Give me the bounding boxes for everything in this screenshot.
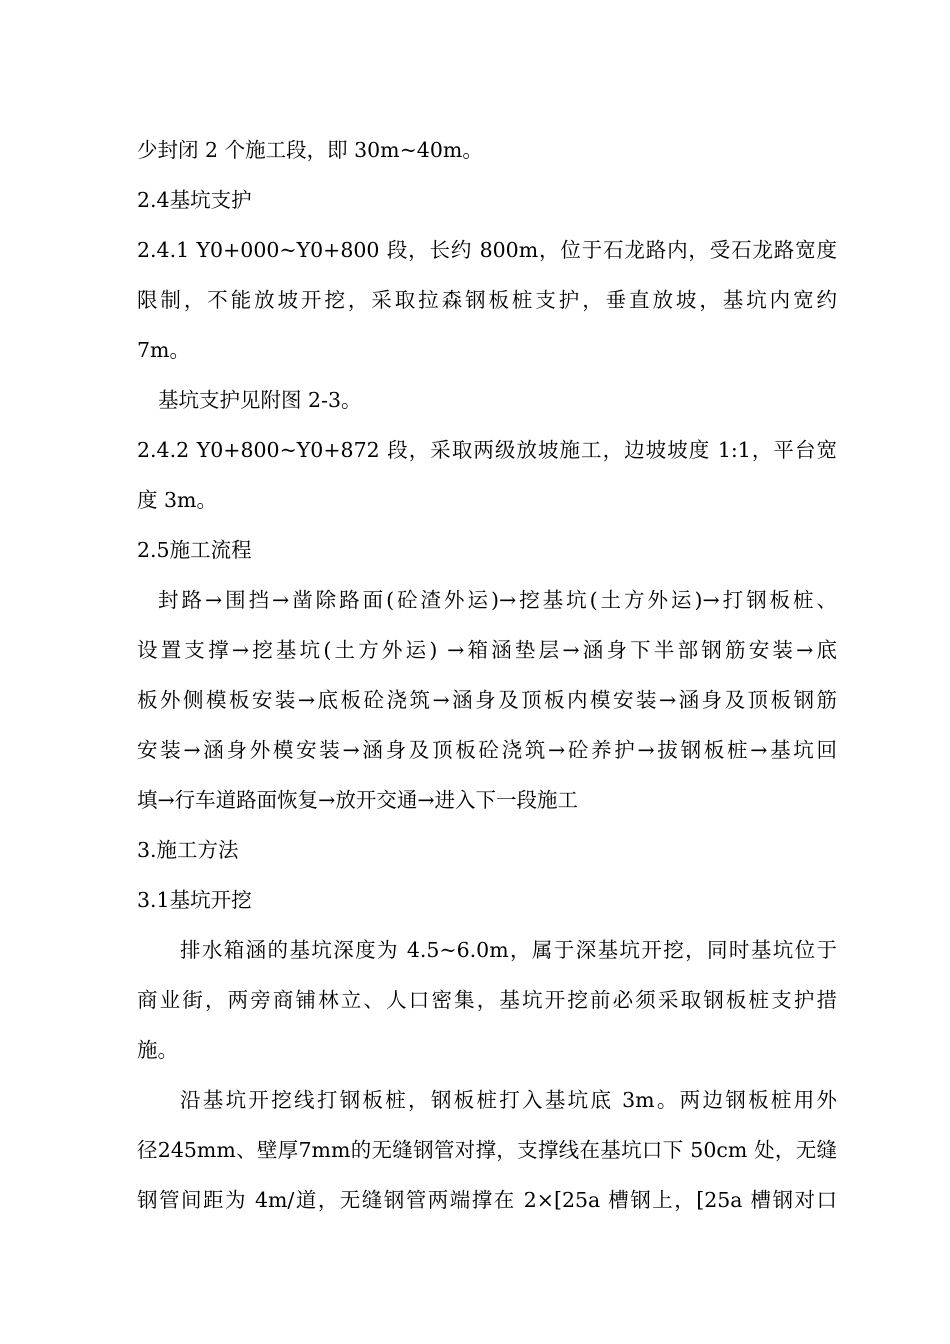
text-line-1: 少封闭 2 个施工段，即 30m~40m。 xyxy=(137,138,483,162)
text-line-10: 封路→围挡→凿除路面(砼渣外运)→挖基坑(土方外运)→打钢板桩、 xyxy=(158,588,837,612)
section-heading-2-5: 2.5施工流程 xyxy=(137,538,252,562)
text-line-8: 度 3m。 xyxy=(137,488,217,512)
text-line-20: 沿基坑开挖线打钢板桩，钢板桩打入基坑底 3m。两边钢板桩用外 xyxy=(180,1088,837,1112)
text-line-14: 填→行车道路面恢复→放开交通→进入下一段施工 xyxy=(137,788,579,812)
text-line-3: 2.4.1 Y0+000~Y0+800 段，长约 800m，位于石龙路内，受石龙路宽度 xyxy=(137,238,837,262)
text-line-22: 钢管间距为 4m/道，无缝钢管两端撑在 2×[25a 槽钢上，[25a 槽钢对口 xyxy=(137,1188,837,1212)
text-line-4: 限制，不能放坡开挖，采取拉森钢板桩支护，垂直放坡，基坑内宽约 xyxy=(137,288,837,312)
text-line-12: 板外侧模板安装→底板砼浇筑→涵身及顶板内模安装→涵身及顶板钢筋 xyxy=(137,688,837,712)
text-line-13: 安装→涵身外模安装→涵身及顶板砼浇筑→砼养护→拔钢板桩→基坑回 xyxy=(137,738,837,762)
text-line-5: 7m。 xyxy=(137,338,190,362)
text-line-11: 设置支撑→挖基坑(土方外运) →箱涵垫层→涵身下半部钢筋安装→底 xyxy=(137,638,837,662)
text-line-6: 基坑支护见附图 2-3。 xyxy=(158,388,362,412)
section-heading-3-1: 3.1基坑开挖 xyxy=(137,888,252,912)
text-line-7: 2.4.2 Y0+800~Y0+872 段，采取两级放坡施工，边坡坡度 1:1，平台宽 xyxy=(137,438,837,462)
text-line-19: 施。 xyxy=(137,1038,178,1062)
text-line-18: 商业街，两旁商铺林立、人口密集，基坑开挖前必须采取钢板桩支护措 xyxy=(137,988,837,1012)
text-line-21: 径245mm、壁厚7mm的无缝钢管对撑，支撑线在基坑口下 50cm 处，无缝 xyxy=(137,1138,837,1162)
text-line-17: 排水箱涵的基坑深度为 4.5~6.0m，属于深基坑开挖，同时基坑位于 xyxy=(180,938,837,962)
section-heading-2-4: 2.4基坑支护 xyxy=(137,188,252,212)
section-heading-3: 3.施工方法 xyxy=(137,838,239,862)
